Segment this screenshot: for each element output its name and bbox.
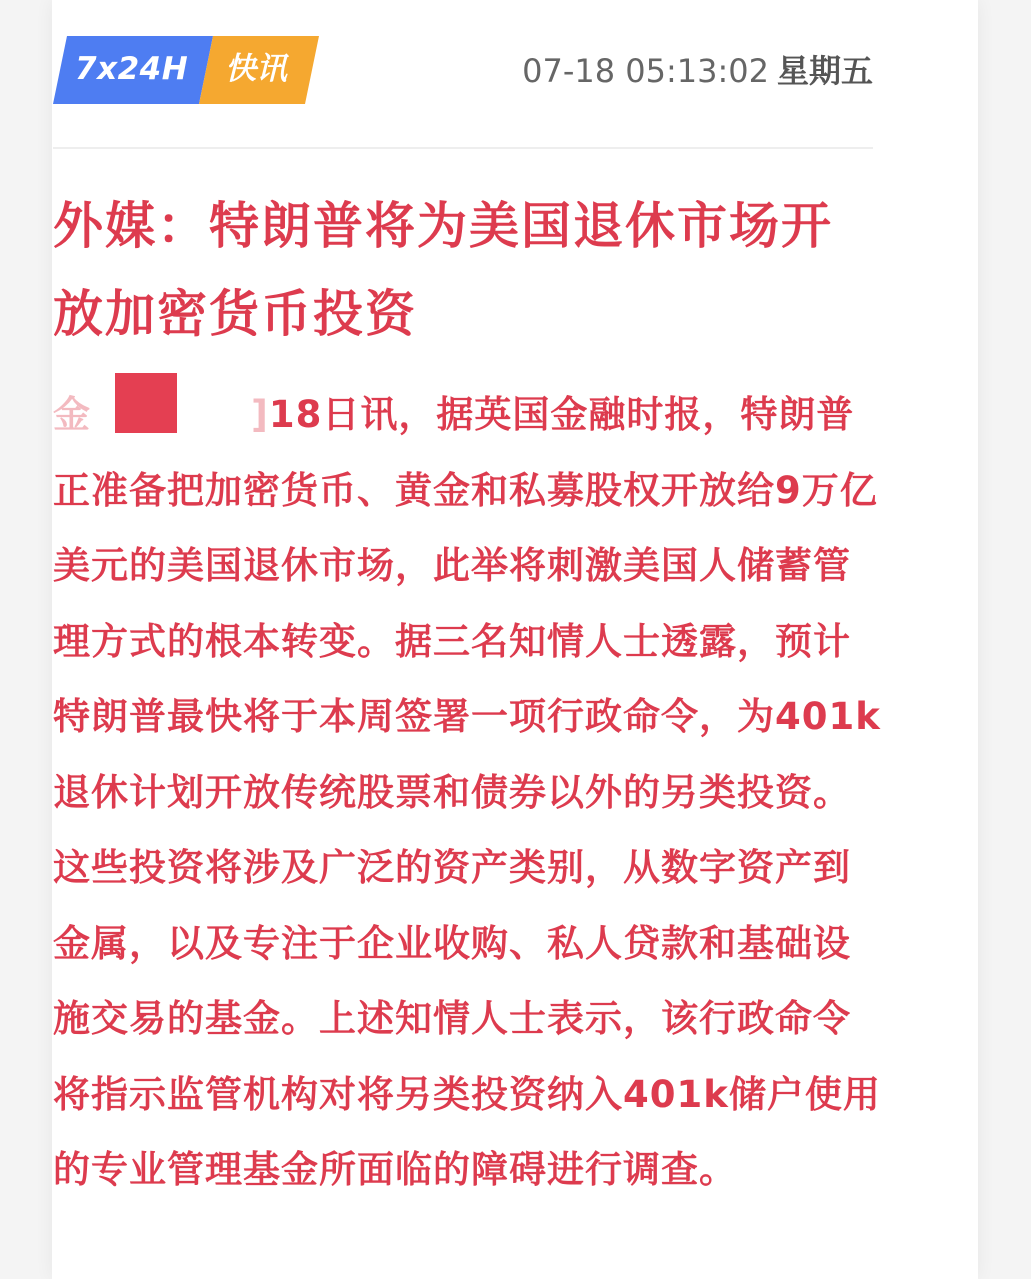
publish-datetime: 07-18 05:13:02 xyxy=(522,52,769,90)
lead-source-prefix: 金 xyxy=(53,393,91,436)
article-body xyxy=(53,373,883,1208)
article-body-text: 18日讯，据英国金融时报，特朗普正准备把加密货币、黄金和私募股权开放给9万亿美元的美国退休市场，此举将刺激美国人储蓄管理方式的根本转变。据三名知情人士透露，预计特朗普最快将于本周签署一项行政命令，为401k退休计划开放传统股票和债券以外的另类投资。这些投资将涉及广泛的资产类别，从数字资产到金属，以及专注于企业收购、私人贷款和基础设施交易的基金。上述知情人士表示，该行政命令将指示监管机构对将另类投资纳入401k储户使用的专业管理基金所面临的障碍进行调查。 xyxy=(53,393,881,1191)
redaction-block xyxy=(115,373,177,433)
flash-news-badge xyxy=(53,36,319,104)
header-divider xyxy=(53,147,873,149)
lead-date-fragment: ] xyxy=(251,393,269,436)
publish-weekday: 星期五 xyxy=(776,52,873,90)
article-title: 外媒：特朗普将为美国退休市场开放加密货币投资 xyxy=(53,196,833,343)
badge-7x24h-label: 7x24H xyxy=(75,51,189,87)
flash-news-header xyxy=(53,36,873,108)
badge-flash-label: 快讯 xyxy=(225,51,287,87)
publish-time xyxy=(522,50,873,92)
